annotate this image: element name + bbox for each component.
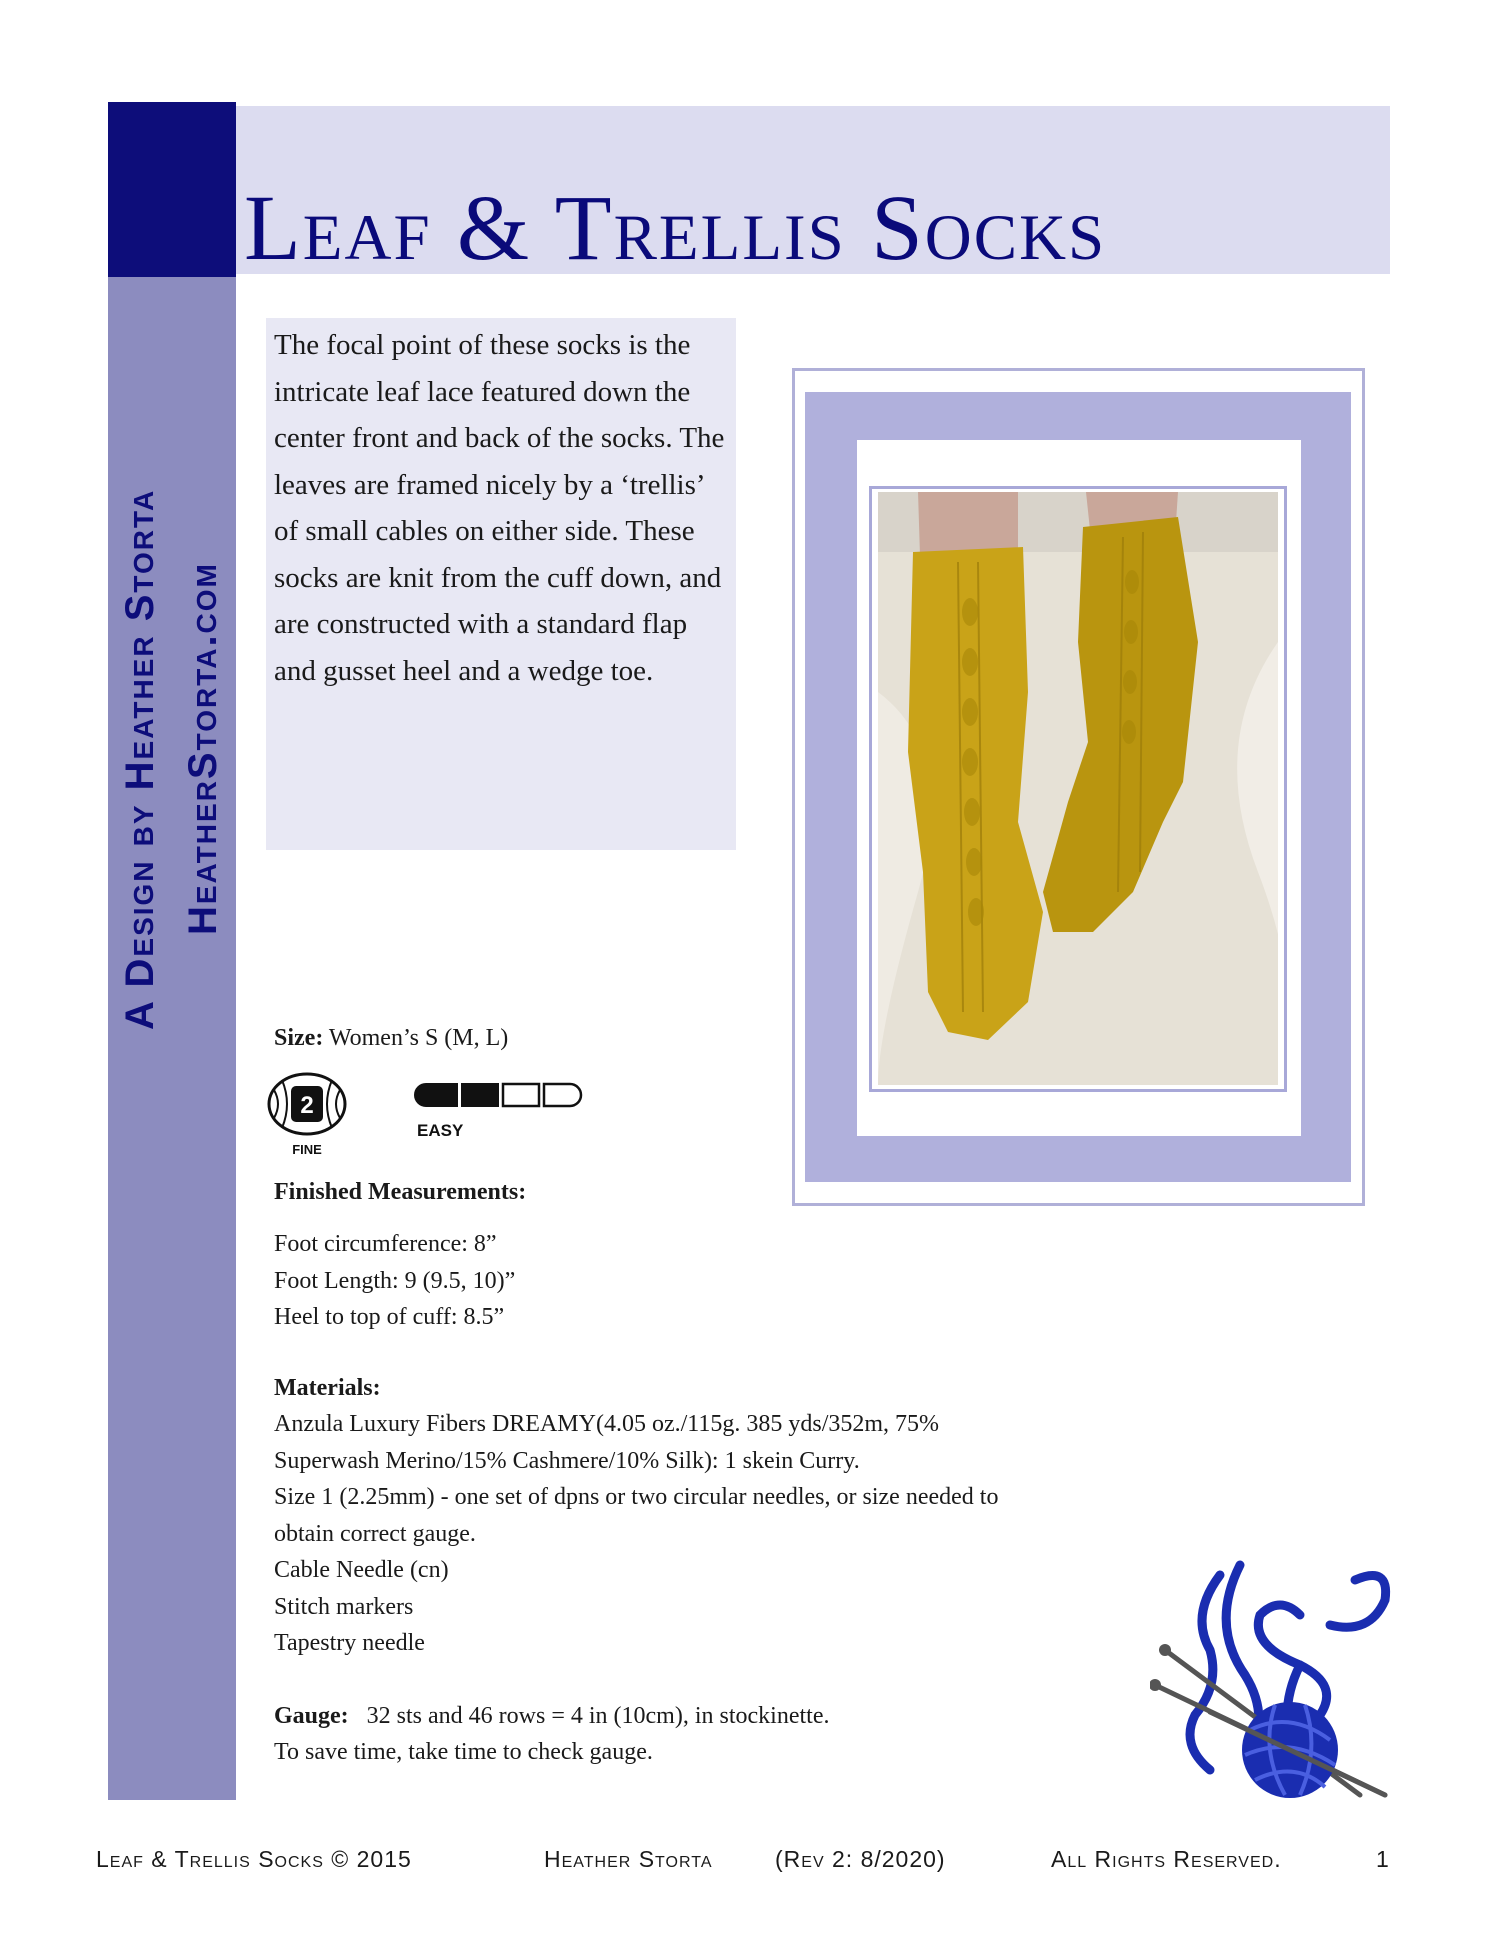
footer-revision: (Rev 2: 8/2020) [775, 1846, 946, 1872]
material-item: obtain correct gauge. [274, 1520, 476, 1547]
description-text: The focal point of these socks is the intricate leaf lace featured down the center front and back of the socks. The leaves are framed nicely by a ‘trellis’ of small cables on either side. These socks are knit from the cuff down, and are constructed with a standard flap and gusset heel and a wedge toe. [274, 329, 725, 687]
materials-list [274, 1406, 998, 1662]
size-label: Size: [274, 1025, 324, 1051]
materials-heading: Materials: [274, 1375, 381, 1401]
yarn-weight-number: 2 [300, 1092, 314, 1119]
hs-yarn-logo [1150, 1555, 1410, 1825]
socks-photo [878, 492, 1278, 1085]
measurement-item: Foot circumference: 8” [274, 1231, 497, 1257]
finished-measurements-list [274, 1226, 515, 1336]
footer-rights: All Rights Reserved. [1051, 1846, 1282, 1872]
material-item: Anzula Luxury Fibers DREAMY(4.05 oz./115g. 385 yds/352m, 75% [274, 1411, 940, 1437]
gauge-line [274, 1698, 829, 1735]
footer-author: Heather Storta [544, 1846, 713, 1872]
designer-website: HeatherStorta.com [181, 562, 225, 935]
page-footer [96, 1846, 1406, 1886]
gauge-note: To save time, take time to check gauge. [274, 1739, 653, 1765]
page-title: Leaf & Trellis Socks [244, 177, 1107, 280]
gauge-label: Gauge: [274, 1703, 349, 1729]
material-item: Cable Needle (cn) [274, 1557, 449, 1583]
gauge-value: 32 sts and 46 rows = 4 in (10cm), in stockinette. [366, 1703, 830, 1729]
measurement-item: Heel to top of cuff: 8.5” [274, 1304, 505, 1330]
material-item: Tapestry needle [274, 1630, 425, 1656]
footer-copyright: Leaf & Trellis Socks © 2015 [96, 1846, 412, 1872]
size-line [274, 1020, 508, 1057]
yarn-weight-icon [262, 1070, 352, 1160]
footer-page-number: 1 [1376, 1846, 1390, 1872]
skill-level-icon [412, 1080, 612, 1150]
material-item: Size 1 (2.25mm) - one set of dpns or two circular needles, or size needed to [274, 1484, 999, 1510]
size-value: Women’s S (M, L) [328, 1025, 509, 1051]
designer-credit: A Design by Heather Storta [118, 488, 162, 1030]
yarn-weight-label: FINE [292, 1142, 322, 1157]
sidebar-accent [108, 102, 236, 277]
skill-level-label: EASY [417, 1121, 464, 1140]
material-item: Superwash Merino/15% Cashmere/10% Silk): 1 skein Curry. [274, 1447, 860, 1474]
finished-measurements-heading: Finished Measurements: [274, 1179, 527, 1205]
material-item: Stitch markers [274, 1593, 414, 1620]
measurement-item: Foot Length: 9 (9.5, 10)” [274, 1267, 516, 1294]
